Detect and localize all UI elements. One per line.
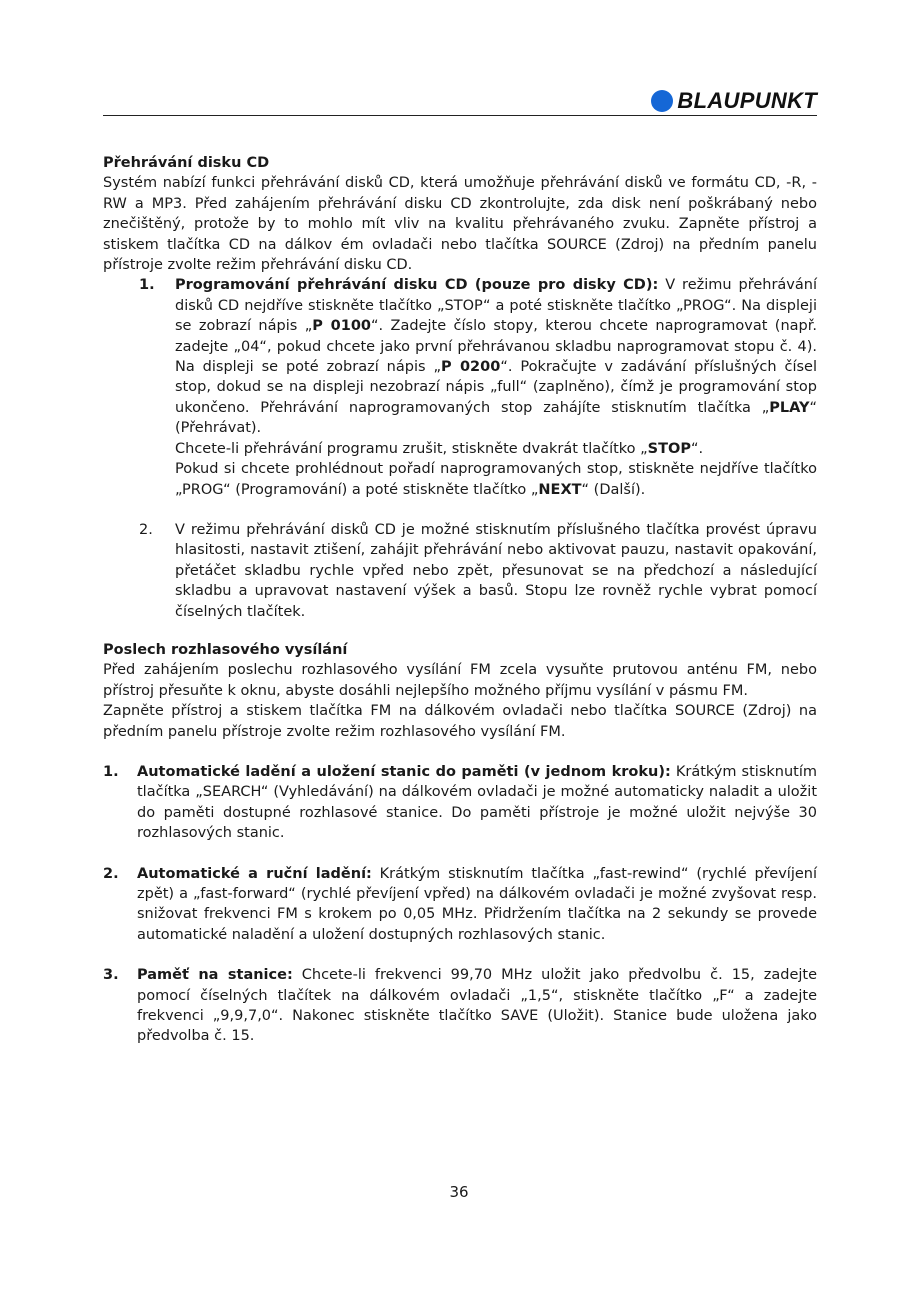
brand-logo bbox=[651, 88, 817, 114]
cd-steps-list bbox=[103, 275, 817, 622]
radio-step-1: 1. Automatické ladění a uložení stanic do paměti (v jednom kroku): Krátkým stisknutím tlačítka „SEARCH“ (Vyhledávání) na dálkovém ovladači je možné automaticky naladit a uložit do paměti dostupné rozhlasové stanice. Do paměti přístroje je možné uložit nejvýše 30 rozhlasových stanic. bbox=[103, 763, 817, 842]
section-intro-cd: Systém nabízí funkci přehrávání disků CD, která umožňuje přehrávání disků ve formátu CD, -R, -RW a MP3. Před zahájením přehrávání disku CD zkontrolujte, zda disk není poškrábaný nebo znečištěný, protože by to mohlo mít vliv na kvalitu přehrávaného zvuku. Zapněte přístroj a stiskem tlačítka CD na dálkov ém ovladači nebo tlačítka SOURCE (Zdroj) na předním panelu přístroje zvolte režim přehrávání disku CD. bbox=[103, 175, 817, 274]
step-lead: Automatické ladění a uložení stanic do paměti (v jednom kroku): bbox=[137, 763, 671, 780]
cd-step-1-para-2: Chcete-li přehrávání programu zrušit, stiskněte dvakrát tlačítko „STOP“. bbox=[175, 440, 704, 457]
spacer bbox=[103, 500, 817, 520]
header-divider bbox=[103, 115, 817, 116]
spacer bbox=[103, 945, 817, 965]
cd-step-2-text: V režimu přehrávání disků CD je možné stisknutím příslušného tlačítka provést úpravu hlasitosti, nastavit ztišení, zahájit přehrávání nebo aktivovat pauzu, nastavit opakování, přetáčet skladbu rychle vpřed nebo zpět, přesunovat se na předchozí a následující skladbu a upravovat nastavení výšek a basů. Stopu lze rovněž rychle vybrat pomocí číselných tlačítek. bbox=[175, 521, 817, 620]
section-intro-radio-2: Zapněte přístroj a stiskem tlačítka FM na dálkovém ovladači nebo tlačítka SOURCE (Zdroj) na předním panelu přístroje zvolte režim rozhlasového vysílání FM. bbox=[103, 703, 817, 740]
spacer bbox=[103, 742, 817, 762]
cd-step-1 bbox=[103, 275, 817, 499]
cd-step-1-para-3: Pokud si chcete prohlédnout pořadí naprogramovaných stop, stiskněte nejdříve tlačítko „PROG“ (Programování) a poté stiskněte tlačítko „NEXT“ (Další). bbox=[175, 461, 817, 498]
brand-dot-icon bbox=[651, 90, 673, 112]
brand-name: BLAUPUNKT bbox=[677, 88, 817, 113]
section-title-cd: Přehrávání disku CD bbox=[103, 155, 270, 171]
spacer bbox=[103, 844, 817, 864]
radio-step-2: 2. Automatické a ruční ladění: Krátkým stisknutím tlačítka „fast-rewind“ (rychlé převíjení zpět) a „fast-forward“ (rychlé převíjení vpřed) na dálkovém ovladači je možné zvyšovat resp. snižovat frekvenci FM s krokem po 0,05 MHz. Přidržením tlačítka na 2 sekundy se provede automatické naladění a uložení dostupných rozhlasových stanic. bbox=[103, 865, 817, 943]
cd-step-2 bbox=[103, 520, 817, 622]
step-number: 3. bbox=[103, 967, 119, 984]
step-number: 2. bbox=[103, 865, 119, 882]
cd-step-1-para-1: Programování přehrávání disku CD (pouze pro disky CD): V režimu přehrávání disků CD nejdříve stiskněte tlačítko „STOP“ a poté stiskněte tlačítko „PROG“. Na displeji se zobrazí nápis „P 0100“. Zadejte číslo stopy, kterou chcete naprogramovat (např. zadejte „04“, pokud chcete jako první přehrávanou skladbu naprogramovat stopu č. 4). Na displeji se poté zobrazí nápis „P 0200“. Pokračujte v zadávání příslušných čísel stop, dokud se na displeji nezobrazí nápis „full“ (zaplněno), čímž je programování stop ukončeno. Přehrávání naprogramovaných stop zahájíte stisknutím tlačítka „PLAY“ (Přehrávat). bbox=[175, 277, 817, 437]
radio-step-3: 3. Paměť na stanice: Chcete-li frekvenci 99,70 MHz uložit jako předvolbu č. 15, zadejte pomocí číselných tlačítek na dálkovém ovladači „1,5“, stiskněte tlačítko „F“ a zadejte frekvenci „9,9,7,0“. Nakonec stiskněte tlačítko SAVE (Uložit). Stanice bude uložena jako předvolba č. 15. bbox=[103, 967, 818, 1045]
section-title-radio: Poslech rozhlasového vysílání bbox=[103, 641, 348, 658]
step-number: 2. bbox=[139, 521, 153, 538]
step-lead: Programování přehrávání disku CD (pouze pro disky CD): bbox=[175, 277, 659, 294]
step-lead: Automatické a ruční ladění: bbox=[137, 865, 372, 882]
spacer bbox=[103, 622, 817, 640]
step-number: 1. bbox=[139, 277, 155, 294]
step-lead: Paměť na stanice: bbox=[137, 967, 293, 984]
page-header bbox=[103, 84, 817, 116]
radio-steps-list bbox=[103, 762, 817, 1047]
document-body bbox=[103, 153, 817, 1047]
section-intro-radio-1: Před zahájením poslechu rozhlasového vysílání FM zcela vysuňte prutovou anténu FM, nebo přístroj přesuňte k oknu, abyste dosáhli nejlepšího možného příjmu vysílání v pásmu FM. bbox=[103, 662, 817, 699]
step-number: 1. bbox=[103, 763, 119, 780]
page-number: 36 bbox=[449, 1183, 469, 1201]
